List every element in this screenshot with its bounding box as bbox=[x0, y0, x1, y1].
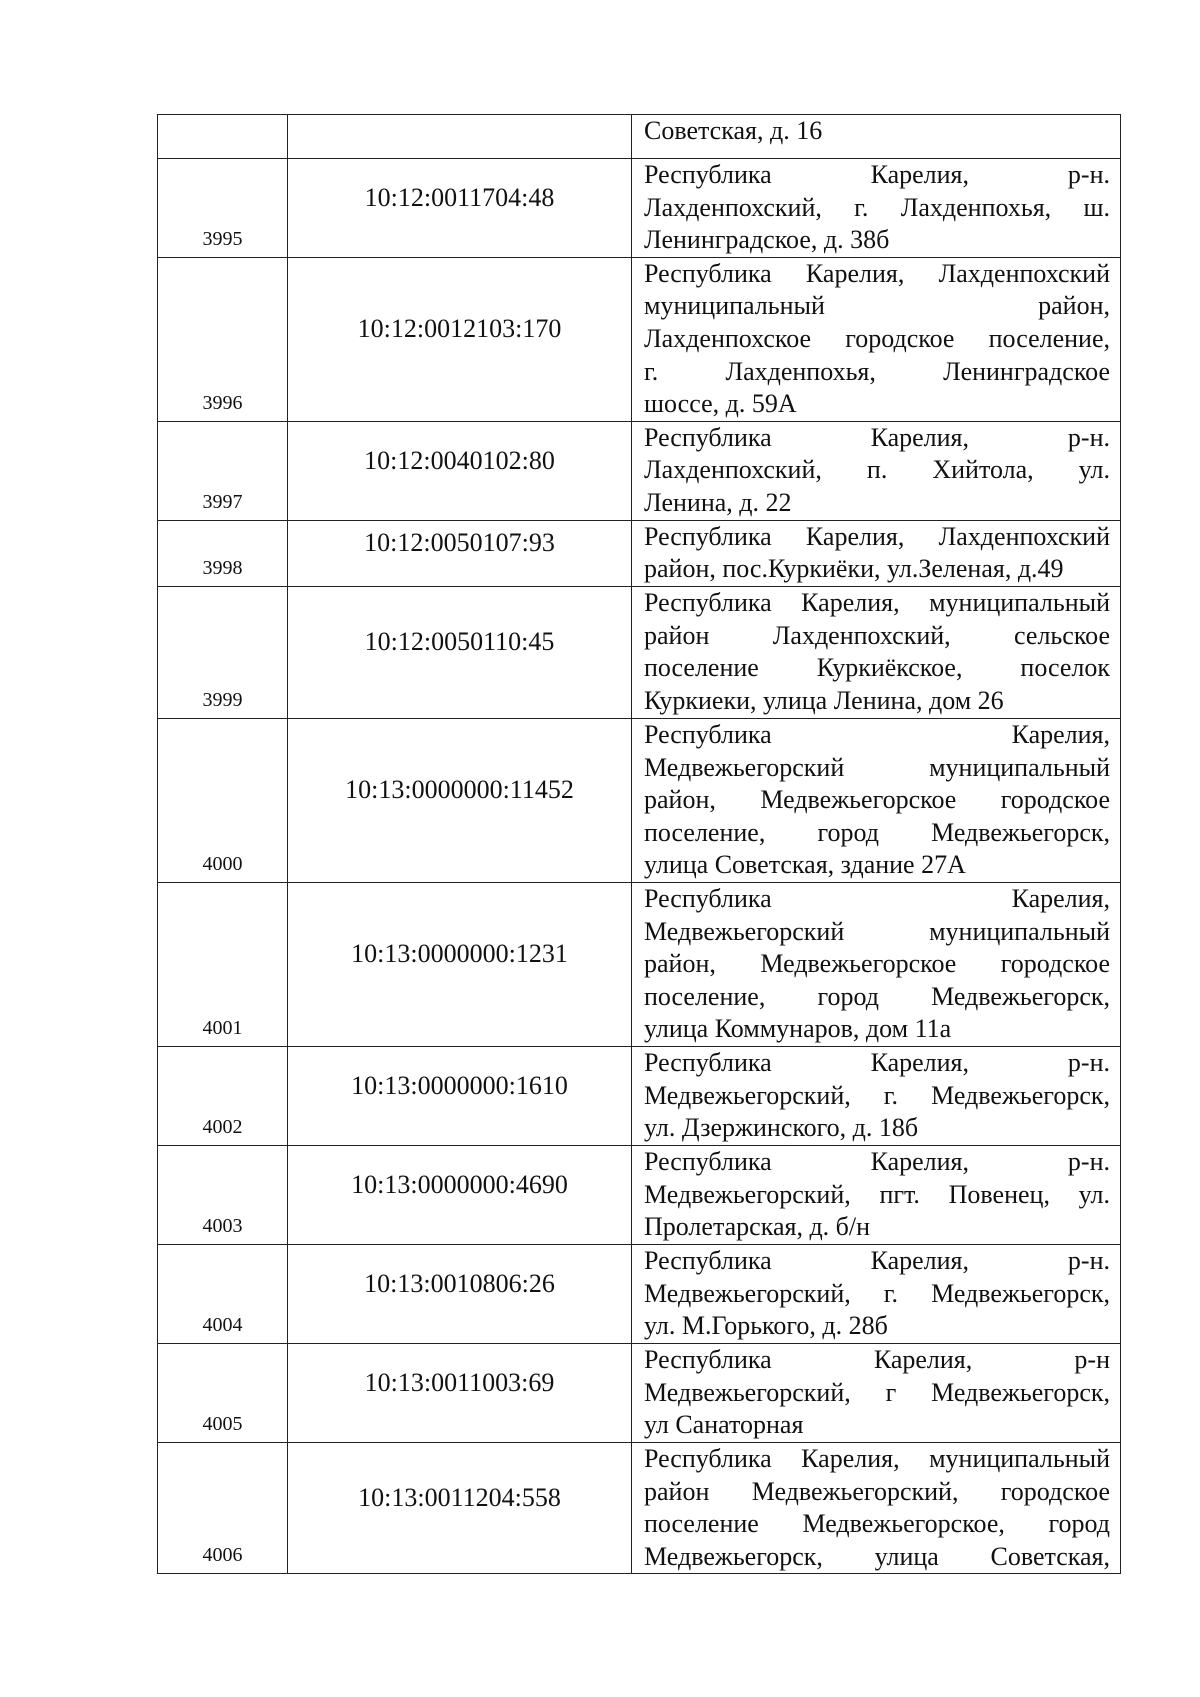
address bbox=[632, 1343, 1121, 1442]
address-line: Республика Карелия, Лахденпохский bbox=[644, 521, 1110, 551]
registry-table bbox=[157, 114, 1121, 1574]
address bbox=[632, 115, 1121, 159]
cadastral-number bbox=[288, 1442, 632, 1573]
table-row bbox=[158, 421, 1121, 520]
cadastral-number-text: 10:12:0011704:48 bbox=[364, 182, 555, 212]
cadastral-number-text: 10:13:0000000:1231 bbox=[351, 939, 568, 969]
cadastral-number-text: 10:12:0050110:45 bbox=[364, 627, 555, 657]
row-number: 3999 bbox=[158, 586, 288, 718]
cadastral-number bbox=[288, 421, 632, 520]
cadastral-number-text: 10:12:0012103:170 bbox=[357, 314, 562, 344]
row-number bbox=[158, 115, 288, 159]
cadastral-number bbox=[288, 882, 632, 1046]
address-line: Лахденпохский, г. Лахденпохья, ш. bbox=[644, 192, 1110, 222]
address bbox=[632, 1244, 1121, 1343]
address-line: Медвежьегорский муниципальный bbox=[644, 752, 1110, 782]
table-row bbox=[158, 159, 1121, 258]
row-number: 4002 bbox=[158, 1046, 288, 1145]
address-line: Ленина, д. 22 bbox=[644, 487, 792, 517]
address-line: Куркиеки, улица Ленина, дом 26 bbox=[644, 685, 1004, 715]
cadastral-number bbox=[288, 1046, 632, 1145]
address bbox=[632, 882, 1121, 1046]
cadastral-number bbox=[288, 1145, 632, 1244]
cadastral-number-text: 10:12:0040102:80 bbox=[364, 445, 555, 475]
table-row bbox=[158, 1244, 1121, 1343]
table-row bbox=[158, 257, 1121, 421]
cadastral-number bbox=[288, 718, 632, 882]
address-line: Лахденпохский, п. Хийтола, ул. bbox=[644, 455, 1110, 485]
table-row bbox=[158, 882, 1121, 1046]
cadastral-number bbox=[288, 1343, 632, 1442]
address-line: Ленинградское, д. 38б bbox=[644, 225, 890, 255]
address bbox=[632, 1145, 1121, 1244]
row-number: 4005 bbox=[158, 1343, 288, 1442]
table-row bbox=[158, 115, 1121, 159]
address-line: ул. М.Горького, д. 28б bbox=[644, 1311, 888, 1341]
cadastral-number bbox=[288, 586, 632, 718]
address-line: Лахденпохское городское поселение, bbox=[644, 323, 1110, 353]
address-line: ул. Дзержинского, д. 18б bbox=[644, 1113, 919, 1143]
table-row bbox=[158, 586, 1121, 718]
cadastral-number-text: 10:13:0010806:26 bbox=[364, 1268, 555, 1298]
table-row bbox=[158, 1442, 1121, 1573]
address-line: район, Медвежьегорское городское bbox=[644, 785, 1110, 815]
cadastral-number bbox=[288, 115, 632, 159]
address-line: Республика Карелия, муниципальный bbox=[644, 587, 1110, 617]
row-number: 3998 bbox=[158, 520, 288, 586]
address bbox=[632, 520, 1121, 586]
address-line: поселение Куркиёкское, поселок bbox=[644, 653, 1110, 683]
cadastral-number-text: 10:13:0000000:1610 bbox=[351, 1070, 568, 1100]
address-line: поселение, город Медвежьегорск, bbox=[644, 817, 1110, 847]
cadastral-number-text: 10:13:0000000:11452 bbox=[345, 775, 574, 805]
address-line: поселение Медвежьегорское, город bbox=[644, 1509, 1110, 1539]
address-line: поселение, город Медвежьегорск, bbox=[644, 981, 1110, 1011]
address bbox=[632, 1442, 1121, 1573]
address-line: Медвежьегорский, г. Медвежьегорск, bbox=[644, 1278, 1110, 1308]
address bbox=[632, 718, 1121, 882]
table-row bbox=[158, 1145, 1121, 1244]
address bbox=[632, 159, 1121, 258]
address-line: Медвежьегорск, улица Советская, bbox=[644, 1541, 1110, 1571]
row-number: 3995 bbox=[158, 159, 288, 258]
address-line: район Лахденпохский, сельское bbox=[644, 620, 1110, 650]
cadastral-number-text: 10:13:0011204:558 bbox=[358, 1483, 561, 1513]
row-number: 4004 bbox=[158, 1244, 288, 1343]
cadastral-number bbox=[288, 159, 632, 258]
address bbox=[632, 257, 1121, 421]
address bbox=[632, 421, 1121, 520]
cadastral-number bbox=[288, 520, 632, 586]
registry-table-body bbox=[158, 115, 1121, 1574]
address-line: улица Коммунаров, дом 11а bbox=[644, 1014, 952, 1044]
address-line: Медвежьегорский, пгт. Повенец, ул. bbox=[644, 1179, 1110, 1209]
cadastral-number-text: 10:13:0011003:69 bbox=[364, 1367, 555, 1397]
address-line: Медвежьегорский, г Медвежьегорск, bbox=[644, 1377, 1110, 1407]
address-line: улица Советская, здание 27А bbox=[644, 850, 966, 880]
address-line: район, Медвежьегорское городское bbox=[644, 949, 1110, 979]
address-line: ул Санаторная bbox=[644, 1410, 804, 1440]
address-line: Медвежьегорский муниципальный bbox=[644, 916, 1110, 946]
address-line: Республика Карелия, Лахденпохский bbox=[644, 258, 1110, 288]
row-number: 4006 bbox=[158, 1442, 288, 1573]
row-number: 3997 bbox=[158, 421, 288, 520]
row-number: 4000 bbox=[158, 718, 288, 882]
row-number: 4003 bbox=[158, 1145, 288, 1244]
cadastral-number bbox=[288, 257, 632, 421]
row-number: 3996 bbox=[158, 257, 288, 421]
address-line: район, пос.Куркиёки, ул.Зеленая, д.49 bbox=[644, 554, 1064, 584]
address-line: Республика Карелия, р-н. bbox=[644, 422, 1110, 452]
cadastral-number-text: 10:12:0050107:93 bbox=[364, 528, 555, 558]
address-line: Республика Карелия, bbox=[644, 883, 1110, 913]
address-line: г. Лахденпохья, Ленинградское bbox=[644, 356, 1110, 386]
table-row bbox=[158, 1046, 1121, 1145]
cadastral-number bbox=[288, 1244, 632, 1343]
address-line: Пролетарская, д. б/н bbox=[644, 1212, 871, 1242]
address-line: Республика Карелия, bbox=[644, 719, 1110, 749]
address-line: Республика Карелия, р-н. bbox=[644, 1146, 1110, 1176]
address-line: муниципальный район, bbox=[644, 291, 1110, 321]
address-line: Советская, д. 16 bbox=[644, 116, 823, 145]
address bbox=[632, 586, 1121, 718]
address bbox=[632, 1046, 1121, 1145]
address-line: Медвежьегорский, г. Медвежьегорск, bbox=[644, 1080, 1110, 1110]
address-line: район Медвежьегорский, городское bbox=[644, 1476, 1110, 1506]
cadastral-number-text: 10:13:0000000:4690 bbox=[351, 1169, 568, 1199]
address-line: Республика Карелия, р-н. bbox=[644, 1047, 1110, 1077]
row-number: 4001 bbox=[158, 882, 288, 1046]
table-row bbox=[158, 718, 1121, 882]
table-row bbox=[158, 520, 1121, 586]
address-line: Республика Карелия, р-н. bbox=[644, 160, 1110, 189]
address-line: Республика Карелия, р-н. bbox=[644, 1245, 1110, 1275]
address-line: Республика Карелия, муниципальный bbox=[644, 1443, 1110, 1473]
address-line: Республика Карелия, р-н bbox=[644, 1344, 1110, 1374]
table-row bbox=[158, 1343, 1121, 1442]
address-line: шоссе, д. 59А bbox=[644, 389, 797, 419]
